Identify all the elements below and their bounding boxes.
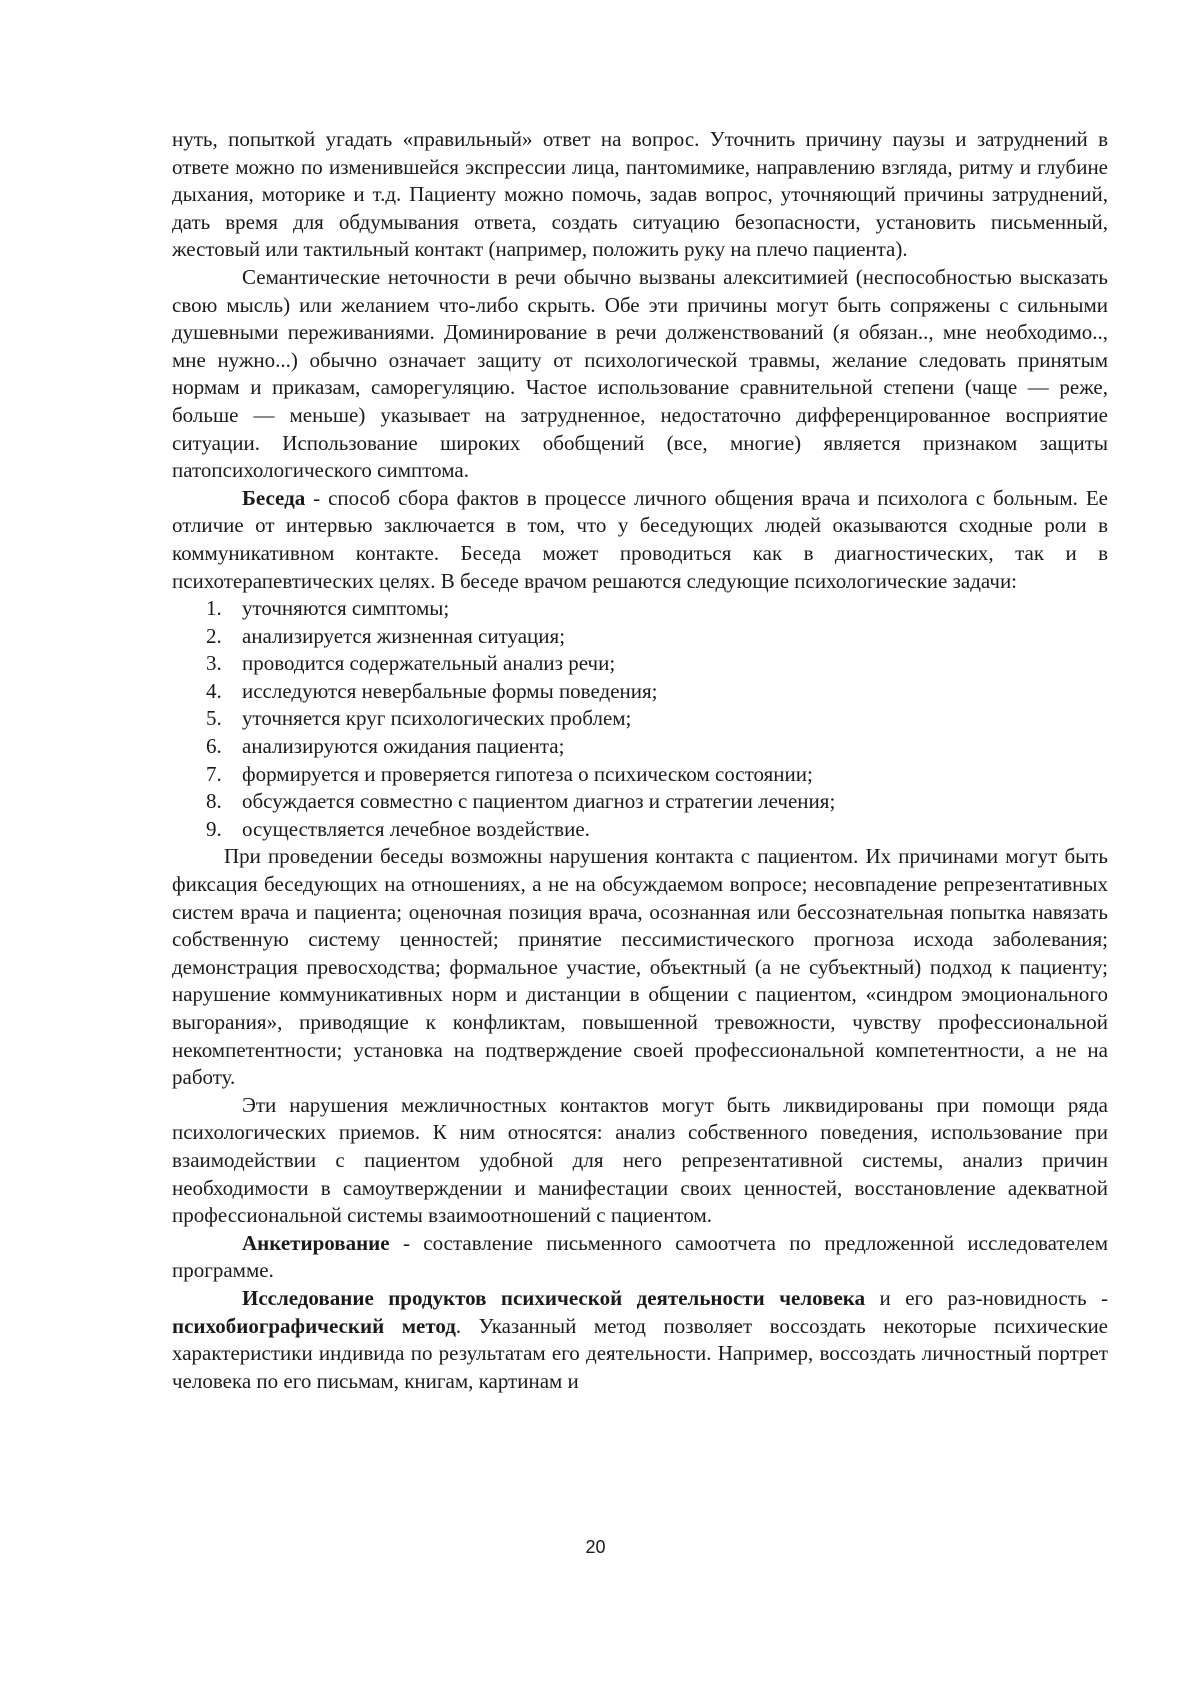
list-item-number: 3. <box>206 651 222 676</box>
paragraph-continuation: нуть, попыткой угадать «правильный» ответ на вопрос. Уточнить причину паузы и затруднений в ответе можно по изменившейся экспрессии лица, пантомимике, направлению взгляда, ритму и глубине дыхания, моторике и т.д. Пациенту можно помочь, задав вопрос, уточняющий причины затруднений, дать время для обдумывания ответа, создать ситуацию безопасности, установить письменный, жестовый или тактильный контакт (например, положить руку на плечо пациента). <box>172 127 1108 262</box>
list-item-text: осуществляется лечебное воздействие. <box>242 816 590 841</box>
list-item <box>172 761 1108 789</box>
term-questionnaire: Анкетирование <box>242 1230 390 1255</box>
psychological-tasks-list <box>172 595 1108 843</box>
paragraph-contact-violations: При проведении беседы возможны нарушения контакта с пациентом. Их причинами могут быть фиксация беседующих на отношениях, а не на обсуждаемом вопросе; несовпадение репрезентативных систем врача и пациента; оценочная позиция врача, осознанная или бессознательная попытка навязать собственную систему ценностей; принятие пессимистического прогноза исхода заболевания; демонстрация превосходства; формальное участие, объектный (а не субъектный) подход к пациенту; нарушение коммуникативных норм и дистанции в общении с пациентом, «синдром эмоционального выгорания», приводящие к конфликтам, повышенной тревожности, чувству профессиональной некомпетентности; установка на подтверждение своей профессиональной компетентности, а не на работу. <box>172 844 1108 1090</box>
page-number: 20 <box>585 1537 606 1557</box>
term-psychobiographic-method: психобиографический метод <box>172 1313 456 1338</box>
activity-products-text-mid: и его раз-новидность - <box>865 1285 1108 1310</box>
list-item-text: анализируется жизненная ситуация; <box>242 623 566 648</box>
list-item-number: 6. <box>206 734 222 759</box>
page-body <box>172 126 1108 1395</box>
list-item-number: 9. <box>206 816 222 841</box>
list-item-text: обсуждается совместно с пациентом диагноз и стратегии лечения; <box>242 789 836 814</box>
list-item-text: формируется и проверяется гипотеза о психическом состоянии; <box>242 761 813 786</box>
list-item-number: 7. <box>206 761 222 786</box>
list-item <box>172 816 1108 844</box>
list-item-number: 4. <box>206 678 222 703</box>
activity-products-text: . Указанный метод позволяет воссоздать некоторые психические характеристики индивида по результатам его деятельности. Например, воссоздать личностный портрет человека по его письмам, книгам, картинам и <box>172 1313 1109 1393</box>
list-item <box>172 788 1108 816</box>
list-item-text: уточняется круг психологических проблем; <box>242 706 632 731</box>
list-item <box>172 623 1108 651</box>
paragraph-activity-products <box>172 1285 1108 1395</box>
list-item-number: 8. <box>206 789 222 814</box>
paragraph-questionnaire-definition <box>172 1230 1108 1285</box>
term-activity-products: Исследование продуктов психической деятельности человека <box>242 1285 866 1310</box>
list-item-text: проводится содержательный анализ речи; <box>242 651 616 676</box>
list-item-text: уточняются симптомы; <box>242 596 450 621</box>
list-item-text: анализируются ожидания пациента; <box>242 734 565 759</box>
list-item <box>172 733 1108 761</box>
list-item-number: 1. <box>206 596 222 621</box>
list-item <box>172 705 1108 733</box>
paragraph-semantic-inaccuracies: Семантические неточности в речи обычно вызваны алекситимией (неспособностью высказать свою мысль) или желанием что-либо скрыть. Обе эти причины могут быть сопряжены с сильными душевными переживаниями. Доминирование в речи долженствований (я обязан.., мне необходимо.., мне нужно...) обычно означает защиту от психологической травмы, желание следовать принятым нормам и приказам, саморегуляцию. Частое использование сравнительной степени (чаще — реже, больше — меньше) указывает на затрудненное, недостаточно дифференцированное восприятие ситуации. Использование широких обобщений (все, многие) является признаком защиты патопсихологического симптома. <box>172 264 1108 483</box>
list-item <box>172 678 1108 706</box>
list-item-number: 5. <box>206 706 222 731</box>
paragraph-remedies: Эти нарушения межличностных контактов могут быть ликвидированы при помощи ряда психологических приемов. К ним относятся: анализ собственного поведения, использование при взаимодействии с пациентом удобной для него репрезентативной системы, анализ причин необходимости в самоутверждении и манифестации своих ценностей, восстановление адекватной профессиональной системы взаимоотношений с пациентом. <box>172 1092 1108 1228</box>
paragraph-conversation-definition <box>172 485 1108 595</box>
list-item-text: исследуются невербальные формы поведения; <box>242 678 658 703</box>
questionnaire-definition-text: - составление письменного самоотчета по предложенной исследователем программе. <box>172 1230 1108 1283</box>
list-item-number: 2. <box>206 623 222 648</box>
list-item <box>172 595 1108 623</box>
list-item <box>172 650 1108 678</box>
conversation-definition-text: - способ сбора фактов в процессе личного общения врача и психолога с больным. Ее отличие от интервью заключается в том, что у беседующих людей оказываются сходные роли в коммуникативном контакте. Беседа может проводиться как в диагностических, так и в психотерапевтических целях. В беседе врачом решаются следующие психологические задачи: <box>172 485 1108 593</box>
term-conversation: Беседа <box>242 485 306 510</box>
